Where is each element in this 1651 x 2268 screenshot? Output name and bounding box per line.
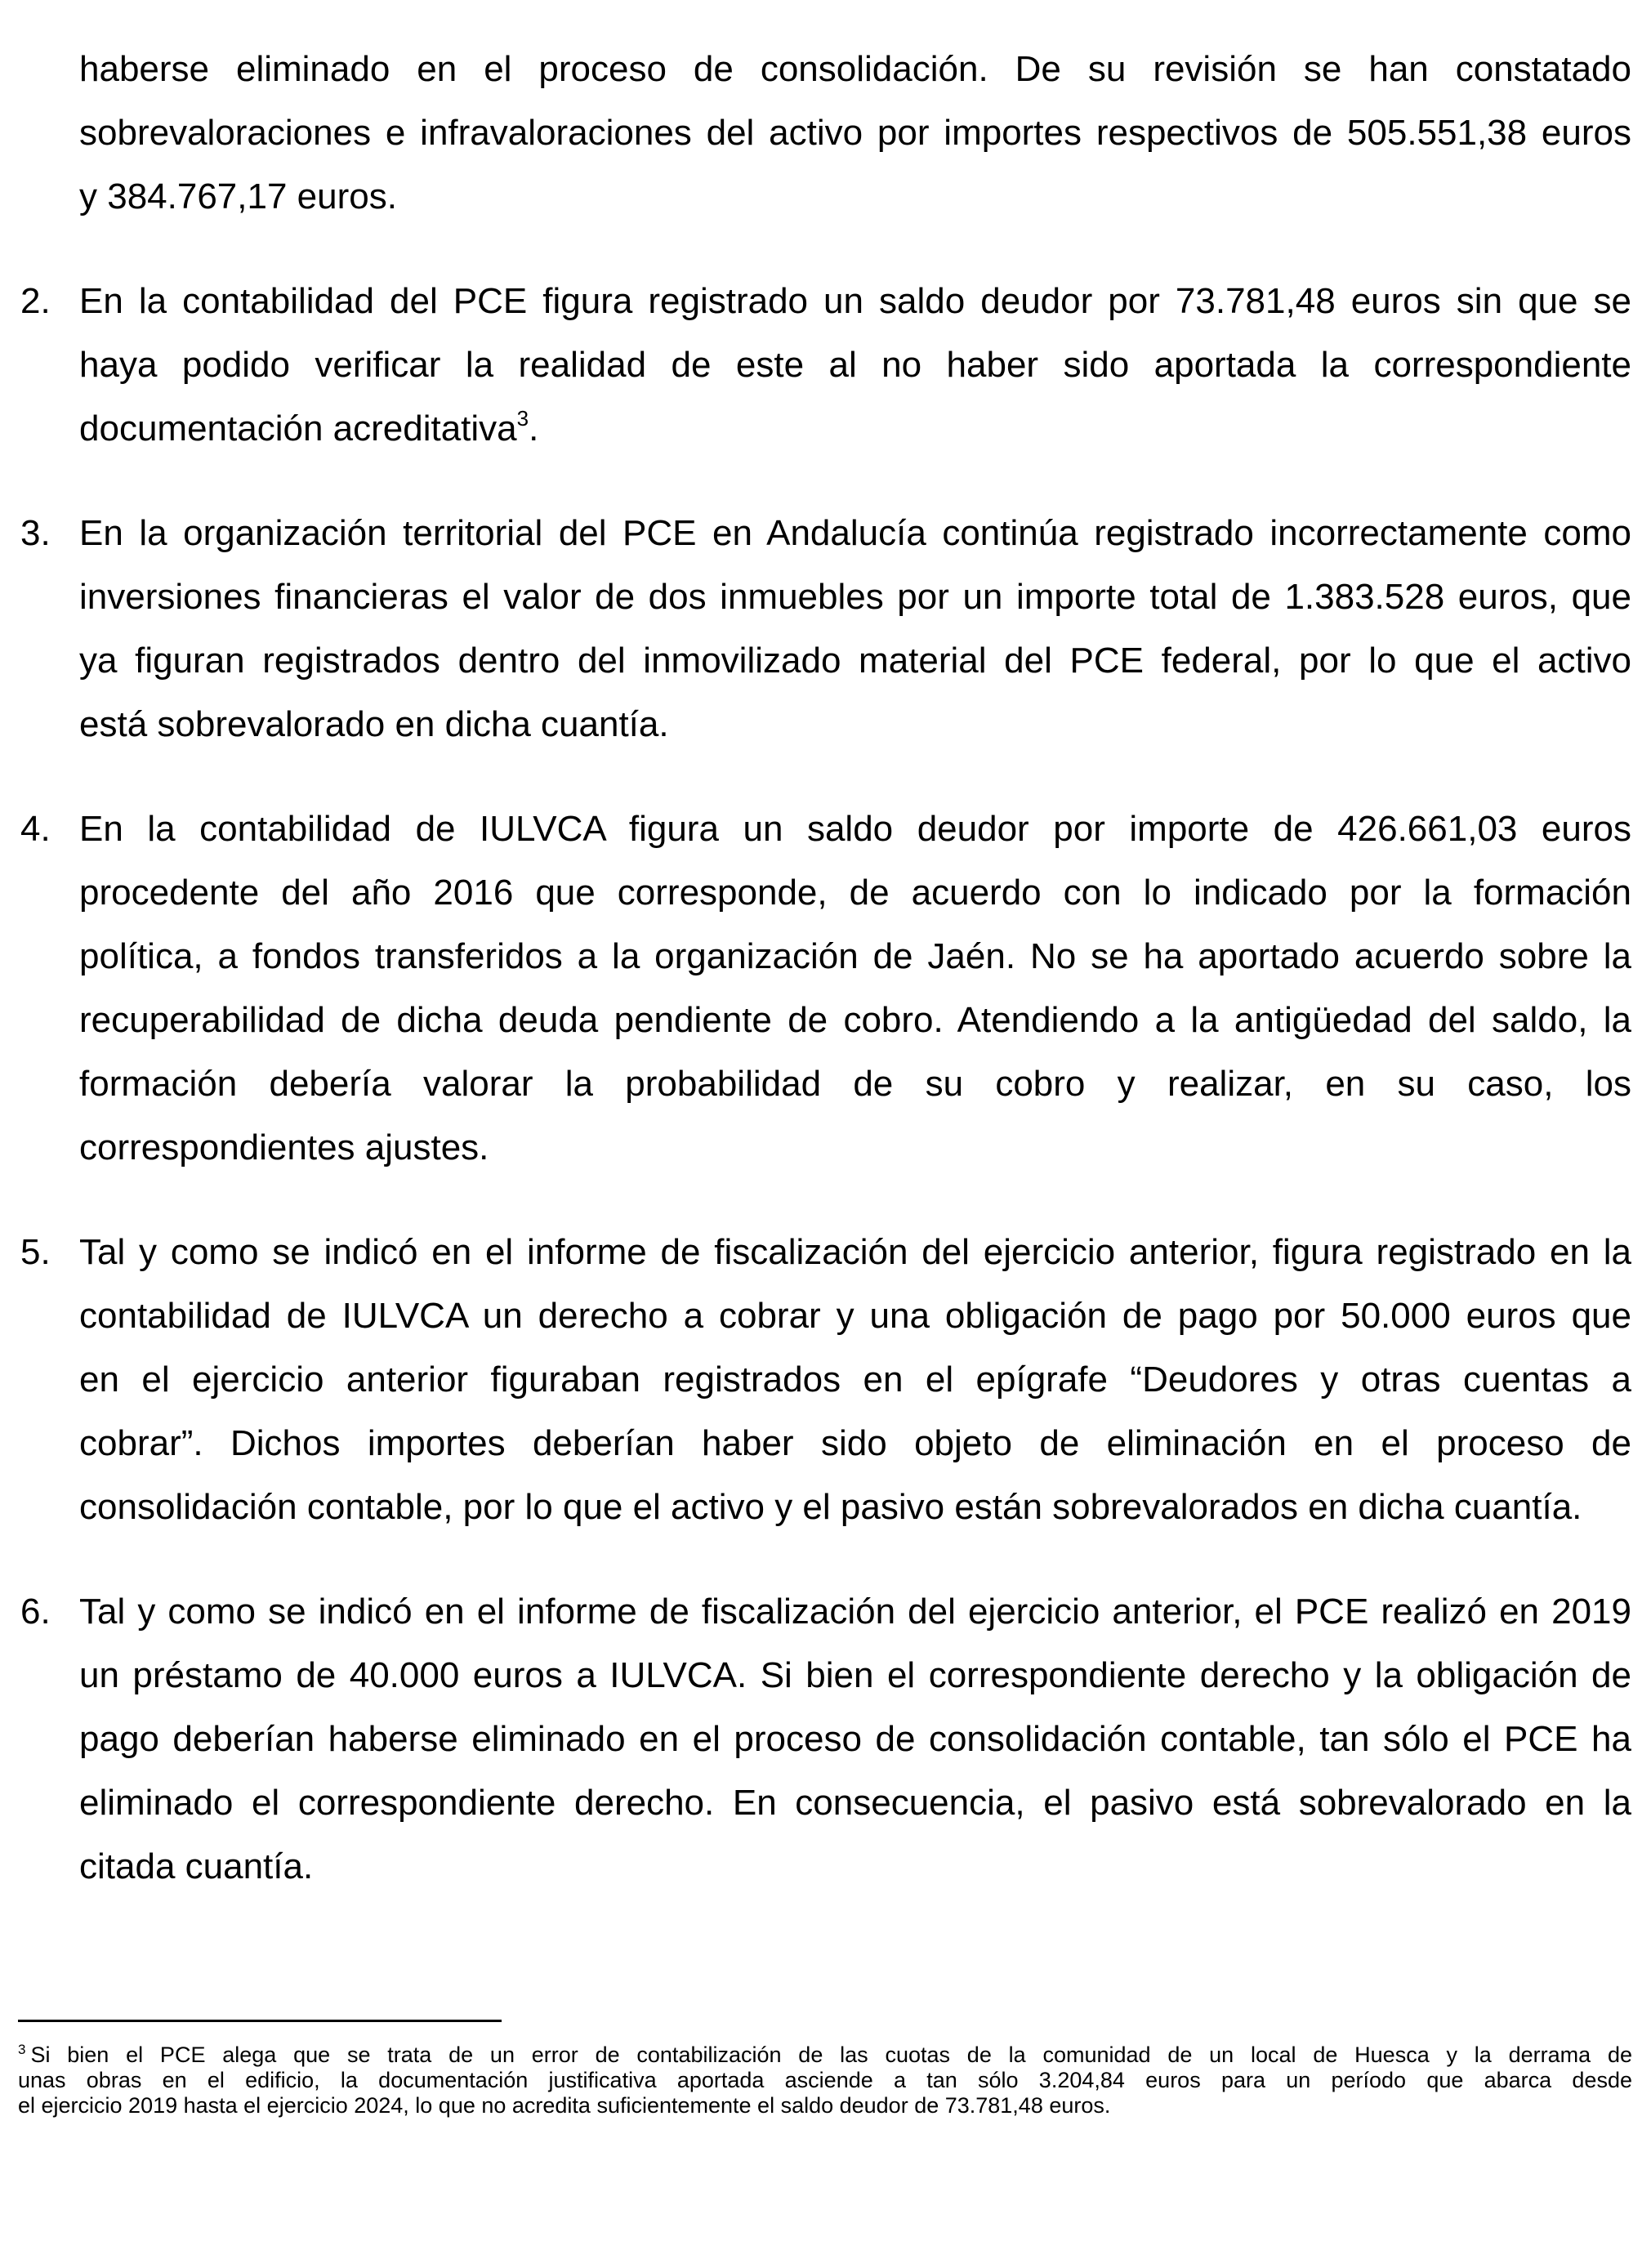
footnote-line: el ejercicio 2019 hasta el ejercicio 2024, lo que no acredita suficientemente el saldo deudor de 73.781,48 euros. [18, 2093, 1111, 2118]
list-item-1-continuation [0, 38, 1651, 229]
footnote-text: Si bien el PCE alega que se trata de un error de contabilización de las cuotas de la comunidad de un local de Huesca y la derrama de [30, 2043, 1632, 2067]
paragraph-line: en el ejercicio anterior figuraban registrados en el epígrafe “Deudores y otras cuentas a [79, 1359, 1631, 1400]
paragraph-line: consolidación contable, por lo que el activo y el pasivo están sobrevalorados en dicha cuantía. [79, 1487, 1582, 1527]
list-number: 6. [20, 1592, 51, 1632]
paragraph-line: recuperabilidad de dicha deuda pendiente de cobro. Atendiendo a la antigüedad del saldo, la [79, 1000, 1631, 1040]
list-item-5 [0, 1221, 1651, 1539]
paragraph-line: un préstamo de 40.000 euros a IULVCA. Si bien el correspondiente derecho y la obligación de [79, 1655, 1631, 1695]
footnote-reference[interactable]: 3 [516, 406, 529, 431]
paragraph-line: ya figuran registrados dentro del inmovilizado material del PCE federal, por lo que el activo [79, 641, 1631, 681]
paragraph-punctuation: . [529, 409, 539, 449]
footnote-line [18, 2043, 1632, 2068]
paragraph-line: En la contabilidad del PCE figura registrado un saldo deudor por 73.781,48 euros sin que se [79, 281, 1631, 321]
paragraph-line: contabilidad de IULVCA un derecho a cobrar y una obligación de pago por 50.000 euros que [79, 1296, 1631, 1336]
paragraph-line: citada cuantía. [79, 1846, 314, 1886]
paragraph-line: inversiones financieras el valor de dos inmuebles por un importe total de 1.383.528 euros, que [79, 577, 1631, 617]
paragraph-line: pago deberían haberse eliminado en el proceso de consolidación contable, tan sólo el PCE ha [79, 1719, 1631, 1759]
paragraph-line: Tal y como se indicó en el informe de fiscalización del ejercicio anterior, el PCE realizó en 2019 [79, 1592, 1631, 1632]
footnote-mark: 3 [18, 2042, 26, 2057]
paragraph-text: documentación acreditativa [79, 409, 517, 449]
paragraph-line: En la organización territorial del PCE en Andalucía continúa registrado incorrectamente como [79, 513, 1631, 553]
footnote-line: unas obras en el edificio, la documentación justificativa aportada asciende a tan sólo 3.204,84 euros para un período que abarca desde [18, 2068, 1632, 2092]
list-item-4 [0, 797, 1651, 1180]
list-number: 4. [20, 809, 51, 849]
paragraph-line: formación debería valorar la probabilidad de su cobro y realizar, en su caso, los [79, 1064, 1631, 1104]
list-item-3 [0, 502, 1651, 757]
list-number: 3. [20, 513, 51, 553]
footnote-3 [18, 2043, 1632, 2118]
paragraph-line: y 384.767,17 euros. [79, 176, 397, 217]
paragraph-line: Tal y como se indicó en el informe de fiscalización del ejercicio anterior, figura registrado en la [79, 1232, 1631, 1272]
paragraph-line: sobrevaloraciones e infravaloraciones del activo por importes respectivos de 505.551,38 euros [79, 113, 1631, 153]
paragraph-line: En la contabilidad de IULVCA figura un saldo deudor por importe de 426.661,03 euros [79, 809, 1631, 849]
list-item-6 [0, 1580, 1651, 1899]
paragraph-line: cobrar”. Dichos importes deberían haber sido objeto de eliminación en el proceso de [79, 1423, 1631, 1463]
paragraph-line: política, a fondos transferidos a la organización de Jaén. No se ha aportado acuerdo sobre la [79, 936, 1631, 976]
body-text [0, 38, 1651, 1940]
paragraph-line-with-footnote [79, 397, 1631, 461]
paragraph-line: procedente del año 2016 que corresponde, de acuerdo con lo indicado por la formación [79, 873, 1631, 913]
paragraph-line: está sobrevalorado en dicha cuantía. [79, 704, 669, 744]
paragraph-line: correspondientes ajustes. [79, 1127, 489, 1167]
paragraph-line: eliminado el correspondiente derecho. En consecuencia, el pasivo está sobrevalorado en la [79, 1783, 1631, 1823]
paragraph-line: haya podido verificar la realidad de este al no haber sido aportada la correspondiente [79, 345, 1631, 385]
list-number: 5. [20, 1232, 51, 1272]
paragraph-line: haberse eliminado en el proceso de consolidación. De su revisión se han constatado [79, 49, 1631, 89]
list-item-2 [0, 270, 1651, 461]
footnote-separator [18, 2020, 502, 2022]
list-number: 2. [20, 281, 51, 321]
